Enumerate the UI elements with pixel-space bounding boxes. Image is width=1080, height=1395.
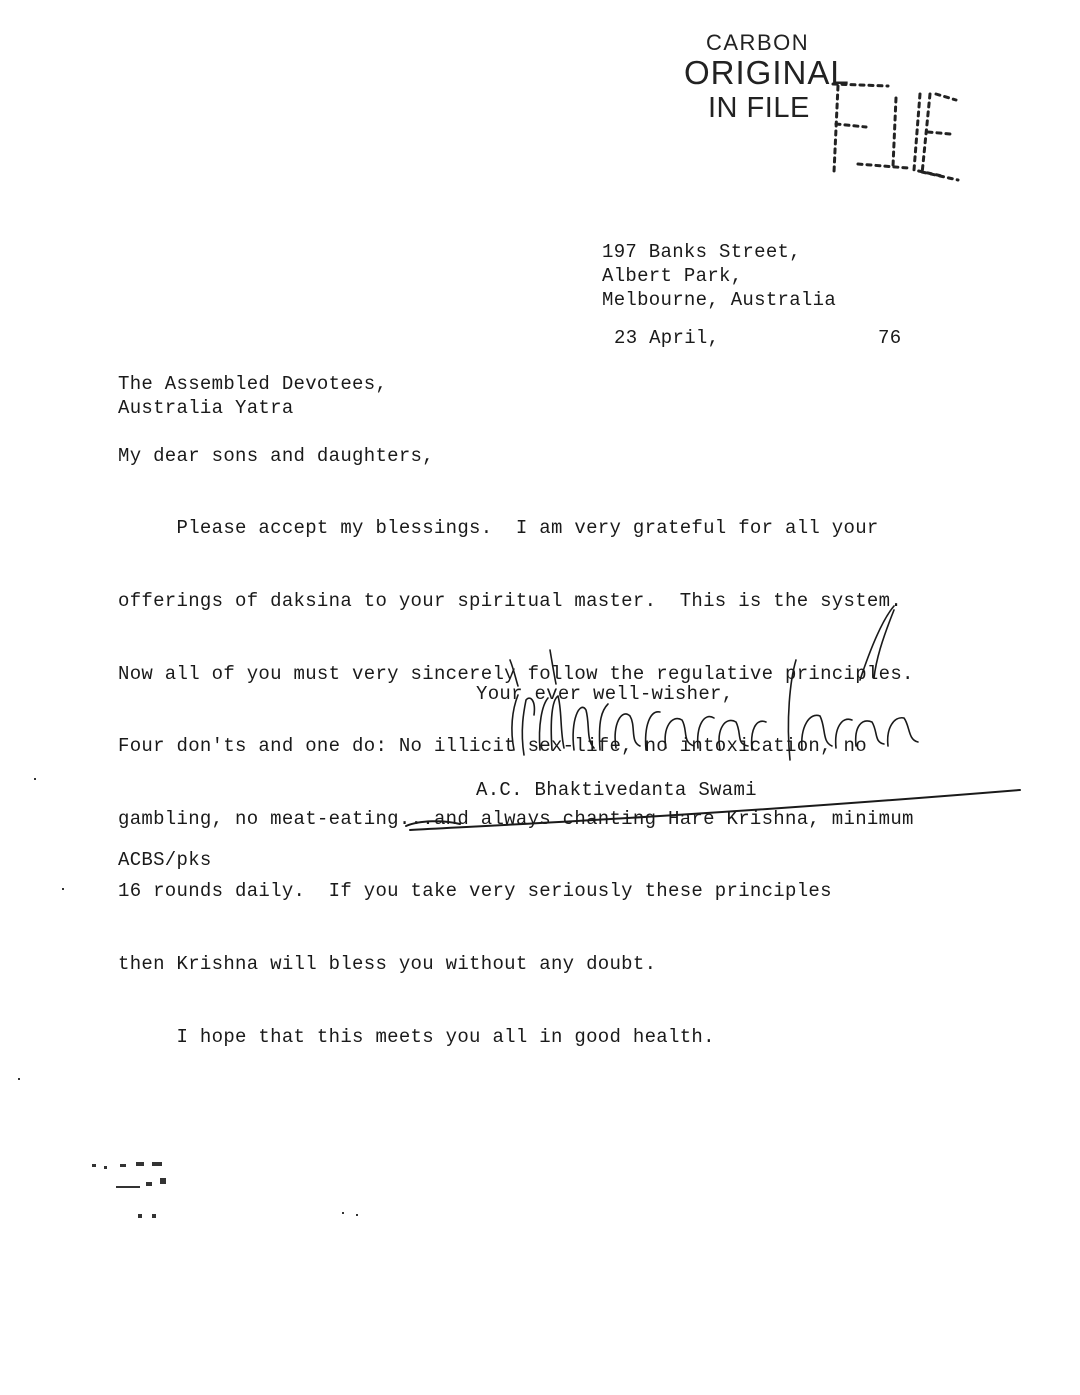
- body-line: Now all of you must very sincerely follow the regulative principles.: [118, 662, 914, 685]
- date-year: 76: [878, 327, 902, 349]
- body-line: 16 rounds daily. If you take very seriously these principles: [118, 880, 832, 903]
- address-city: Melbourne, Australia: [602, 289, 837, 312]
- address-street: 197 Banks Street,: [602, 241, 801, 263]
- address-suburb: Albert Park,: [602, 265, 743, 288]
- typed-signature-name: A.C. Bhaktivedanta Swami: [476, 779, 757, 801]
- body-line: I hope that this meets you all in good health.: [118, 1025, 715, 1048]
- date-day-month: 23 April,: [614, 327, 720, 349]
- stamp-line-in-file: IN FILE: [708, 92, 810, 124]
- salutation: My dear sons and daughters,: [118, 445, 434, 467]
- body-line: offerings of daksina to your spiritual master. This is the system.: [118, 590, 903, 613]
- recipient-line-1: The Assembled Devotees,: [118, 373, 388, 395]
- body-line: Four don'ts and one do: No illicit sex-life, no intoxication, no: [118, 735, 867, 758]
- stamp-line-carbon: CARBON: [706, 30, 810, 55]
- body-line: then Krishna will bless you without any doubt.: [118, 953, 657, 976]
- recipient-line-2: Australia Yatra: [118, 397, 294, 420]
- closing: Your ever well-wisher,: [476, 683, 734, 705]
- body-line: gambling, no meat-eating...and always chanting Hare Krishna, minimum: [118, 807, 914, 830]
- body-line: Please accept my blessings. I am very grateful for all your: [118, 517, 879, 540]
- reference-initials: ACBS/pks: [118, 849, 212, 871]
- stamp-line-original: ORIGINAL: [684, 54, 850, 91]
